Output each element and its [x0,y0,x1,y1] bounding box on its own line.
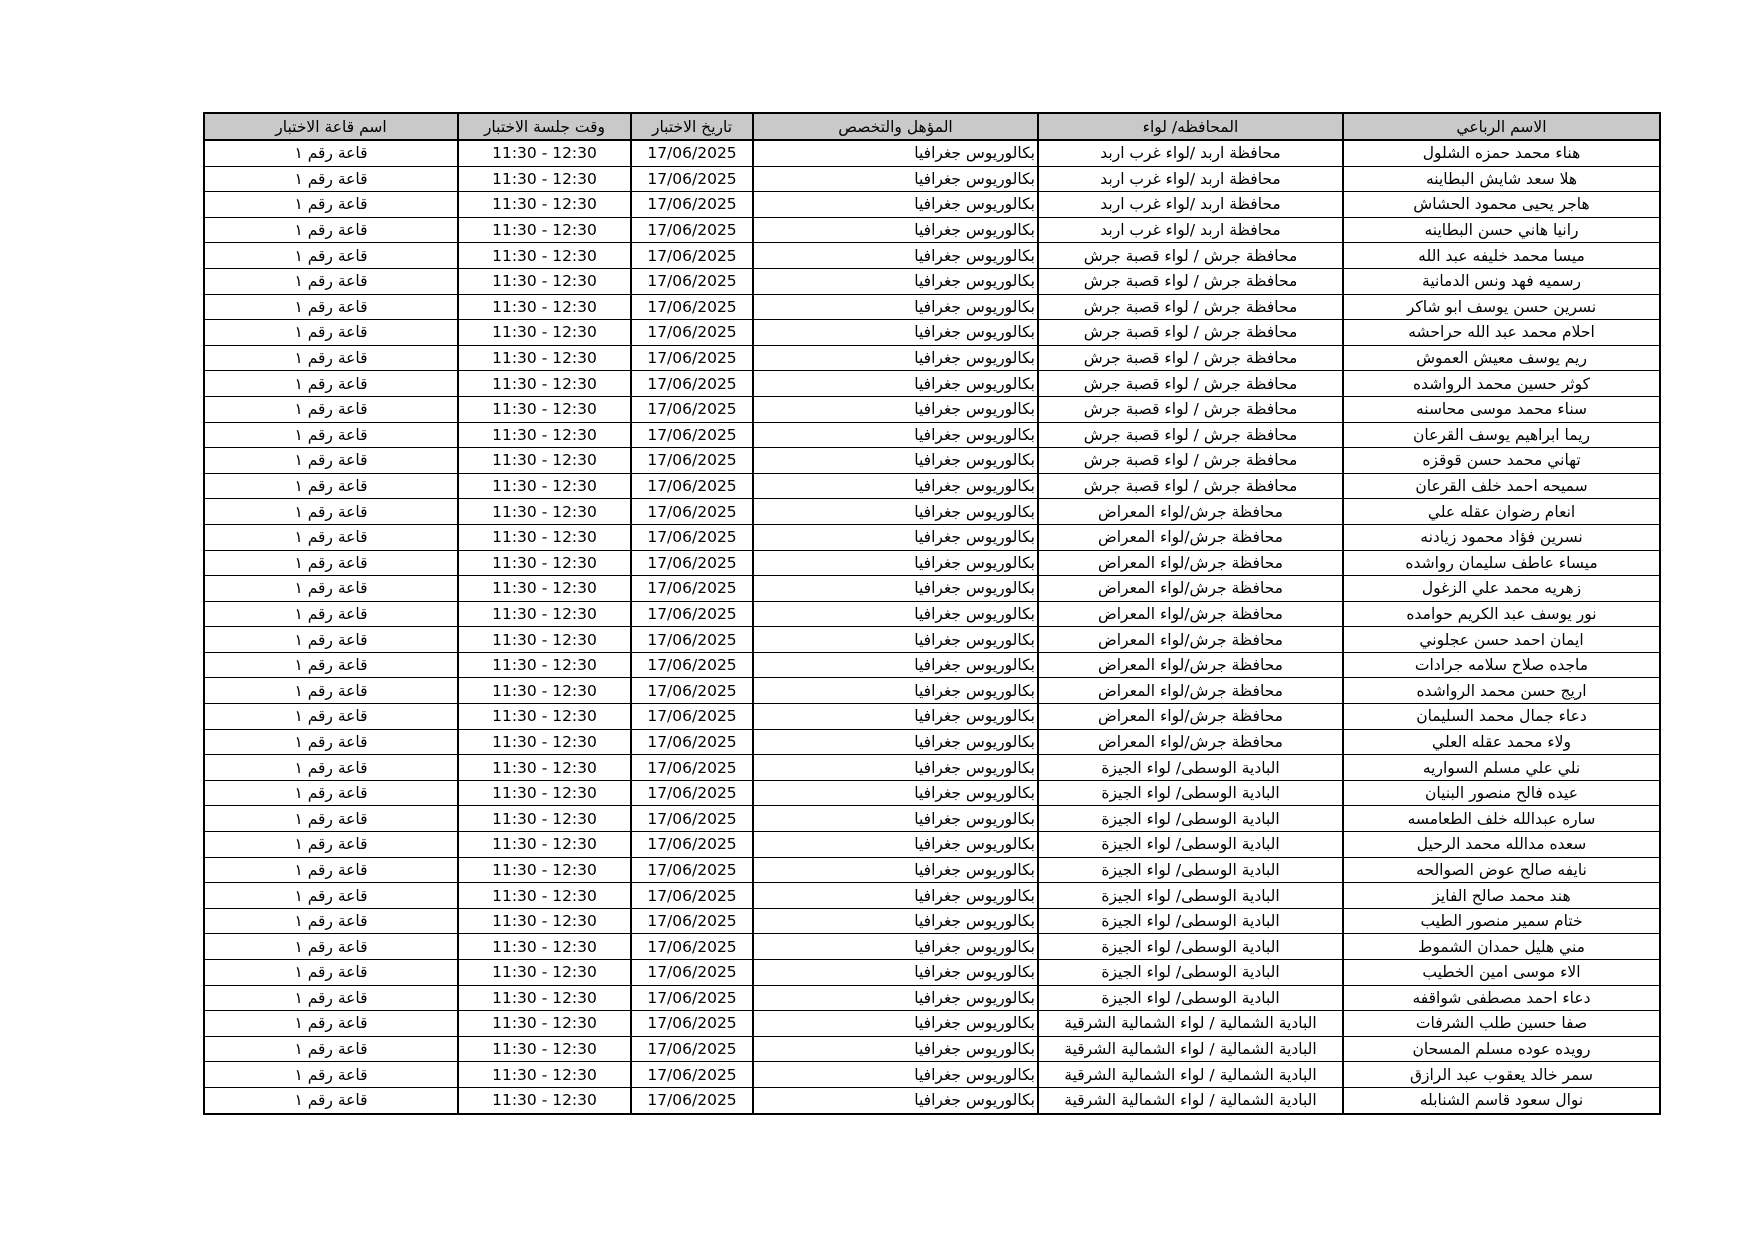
cell-time: 11:30 - 12:30 [458,1062,631,1088]
cell-hall: قاعة رقم ١ [204,320,458,346]
cell-region: البادية الشمالية / لواء الشمالية الشرقية [1038,1062,1343,1088]
cell-hall: قاعة رقم ١ [204,1036,458,1062]
cell-name: ميسا محمد خليفه عبد الله [1343,243,1660,269]
header-row [204,113,1660,140]
cell-qualification: بكالوريوس جغرافيا [753,1062,1038,1088]
cell-name: انعام رضوان عقله علي [1343,499,1660,525]
cell-time: 11:30 - 12:30 [458,755,631,781]
cell-region: محافظة جرش / لواء قصبة جرش [1038,294,1343,320]
cell-region: محافظة اربد /لواء غرب اربد [1038,140,1343,166]
cell-name: الاء موسى امين الخطيب [1343,960,1660,986]
cell-date: 17/06/2025 [631,627,753,653]
cell-time: 11:30 - 12:30 [458,1036,631,1062]
table-row [204,704,1660,730]
cell-name: هند محمد صالح الفايز [1343,883,1660,909]
cell-region: محافظة جرش/لواء المعراض [1038,524,1343,550]
cell-date: 17/06/2025 [631,1087,753,1113]
cell-qualification: بكالوريوس جغرافيا [753,294,1038,320]
cell-hall: قاعة رقم ١ [204,371,458,397]
cell-region: البادية الشمالية / لواء الشمالية الشرقية [1038,1036,1343,1062]
cell-hall: قاعة رقم ١ [204,678,458,704]
cell-hall: قاعة رقم ١ [204,294,458,320]
cell-name: سعده مدالله محمد الرحيل [1343,832,1660,858]
cell-time: 11:30 - 12:30 [458,524,631,550]
cell-date: 17/06/2025 [631,857,753,883]
cell-date: 17/06/2025 [631,985,753,1011]
cell-hall: قاعة رقم ١ [204,448,458,474]
cell-name: ماجده صلاح سلامه جرادات [1343,652,1660,678]
cell-hall: قاعة رقم ١ [204,422,458,448]
cell-qualification: بكالوريوس جغرافيا [753,499,1038,525]
cell-time: 11:30 - 12:30 [458,268,631,294]
cell-hall: قاعة رقم ١ [204,140,458,166]
cell-qualification: بكالوريوس جغرافيا [753,1036,1038,1062]
cell-date: 17/06/2025 [631,550,753,576]
header-time: وقت جلسة الاختبار [458,113,631,140]
cell-date: 17/06/2025 [631,345,753,371]
cell-hall: قاعة رقم ١ [204,704,458,730]
cell-qualification: بكالوريوس جغرافيا [753,704,1038,730]
table-row [204,601,1660,627]
cell-qualification: بكالوريوس جغرافيا [753,422,1038,448]
cell-qualification: بكالوريوس جغرافيا [753,832,1038,858]
cell-date: 17/06/2025 [631,268,753,294]
table-row [204,192,1660,218]
table-row [204,627,1660,653]
table-row [204,1087,1660,1113]
cell-qualification: بكالوريوس جغرافيا [753,857,1038,883]
cell-name: ميساء عاطف سليمان رواشده [1343,550,1660,576]
cell-region: البادية الوسطى/ لواء الجيزة [1038,985,1343,1011]
cell-qualification: بكالوريوس جغرافيا [753,652,1038,678]
cell-hall: قاعة رقم ١ [204,550,458,576]
cell-qualification: بكالوريوس جغرافيا [753,345,1038,371]
cell-region: البادية الوسطى/ لواء الجيزة [1038,780,1343,806]
cell-date: 17/06/2025 [631,473,753,499]
table-row [204,1011,1660,1037]
cell-date: 17/06/2025 [631,960,753,986]
cell-name: صفا حسين طلب الشرفات [1343,1011,1660,1037]
cell-date: 17/06/2025 [631,908,753,934]
cell-time: 11:30 - 12:30 [458,166,631,192]
table-row [204,755,1660,781]
table-row [204,806,1660,832]
cell-hall: قاعة رقم ١ [204,601,458,627]
cell-qualification: بكالوريوس جغرافيا [753,780,1038,806]
cell-time: 11:30 - 12:30 [458,140,631,166]
cell-region: البادية الوسطى/ لواء الجيزة [1038,908,1343,934]
cell-time: 11:30 - 12:30 [458,652,631,678]
table-row [204,908,1660,934]
cell-name: ايمان احمد حسن عجلوني [1343,627,1660,653]
cell-date: 17/06/2025 [631,422,753,448]
cell-qualification: بكالوريوس جغرافيا [753,960,1038,986]
table-row [204,320,1660,346]
cell-qualification: بكالوريوس جغرافيا [753,601,1038,627]
cell-region: محافظة اربد /لواء غرب اربد [1038,192,1343,218]
table-row [204,550,1660,576]
cell-hall: قاعة رقم ١ [204,396,458,422]
table-row [204,140,1660,166]
cell-time: 11:30 - 12:30 [458,448,631,474]
cell-hall: قاعة رقم ١ [204,473,458,499]
cell-time: 11:30 - 12:30 [458,371,631,397]
cell-qualification: بكالوريوس جغرافيا [753,934,1038,960]
cell-time: 11:30 - 12:30 [458,576,631,602]
cell-hall: قاعة رقم ١ [204,166,458,192]
table-row [204,294,1660,320]
cell-name: نلي علي مسلم السواريه [1343,755,1660,781]
cell-date: 17/06/2025 [631,601,753,627]
table-row [204,729,1660,755]
cell-name: سناء محمد موسى محاسنه [1343,396,1660,422]
cell-qualification: بكالوريوس جغرافيا [753,268,1038,294]
cell-hall: قاعة رقم ١ [204,499,458,525]
cell-date: 17/06/2025 [631,192,753,218]
cell-date: 17/06/2025 [631,678,753,704]
cell-qualification: بكالوريوس جغرافيا [753,524,1038,550]
cell-time: 11:30 - 12:30 [458,883,631,909]
cell-qualification: بكالوريوس جغرافيا [753,243,1038,269]
cell-hall: قاعة رقم ١ [204,627,458,653]
cell-qualification: بكالوريوس جغرافيا [753,473,1038,499]
cell-qualification: بكالوريوس جغرافيا [753,1011,1038,1037]
cell-time: 11:30 - 12:30 [458,806,631,832]
cell-time: 11:30 - 12:30 [458,499,631,525]
cell-qualification: بكالوريوس جغرافيا [753,576,1038,602]
cell-date: 17/06/2025 [631,883,753,909]
cell-date: 17/06/2025 [631,934,753,960]
cell-date: 17/06/2025 [631,1011,753,1037]
header-qualification: المؤهل والتخصص [753,113,1038,140]
table-row [204,780,1660,806]
cell-region: البادية الوسطى/ لواء الجيزة [1038,832,1343,858]
table-row [204,371,1660,397]
cell-hall: قاعة رقم ١ [204,192,458,218]
cell-hall: قاعة رقم ١ [204,960,458,986]
cell-region: البادية الوسطى/ لواء الجيزة [1038,755,1343,781]
cell-date: 17/06/2025 [631,320,753,346]
cell-name: دعاء جمال محمد السليمان [1343,704,1660,730]
cell-region: البادية الشمالية / لواء الشمالية الشرقية [1038,1011,1343,1037]
cell-date: 17/06/2025 [631,166,753,192]
cell-qualification: بكالوريوس جغرافيا [753,806,1038,832]
cell-name: احلام محمد عبد الله حراحشه [1343,320,1660,346]
cell-qualification: بكالوريوس جغرافيا [753,217,1038,243]
cell-hall: قاعة رقم ١ [204,985,458,1011]
cell-qualification: بكالوريوس جغرافيا [753,908,1038,934]
table-row [204,652,1660,678]
table-row [204,857,1660,883]
cell-region: محافظة جرش / لواء قصبة جرش [1038,396,1343,422]
cell-region: محافظة جرش/لواء المعراض [1038,627,1343,653]
cell-region: البادية الوسطى/ لواء الجيزة [1038,857,1343,883]
table-row [204,217,1660,243]
cell-time: 11:30 - 12:30 [458,1087,631,1113]
cell-hall: قاعة رقم ١ [204,883,458,909]
cell-hall: قاعة رقم ١ [204,652,458,678]
table-body [204,140,1660,1114]
cell-hall: قاعة رقم ١ [204,1062,458,1088]
cell-time: 11:30 - 12:30 [458,396,631,422]
cell-time: 11:30 - 12:30 [458,345,631,371]
table-row [204,166,1660,192]
cell-hall: قاعة رقم ١ [204,908,458,934]
cell-hall: قاعة رقم ١ [204,832,458,858]
cell-date: 17/06/2025 [631,704,753,730]
table-row [204,268,1660,294]
table-row [204,243,1660,269]
cell-qualification: بكالوريوس جغرافيا [753,448,1038,474]
cell-qualification: بكالوريوس جغرافيا [753,883,1038,909]
cell-time: 11:30 - 12:30 [458,217,631,243]
cell-qualification: بكالوريوس جغرافيا [753,371,1038,397]
table-row [204,396,1660,422]
cell-region: محافظة جرش/لواء المعراض [1038,678,1343,704]
cell-name: ريم يوسف معيش العموش [1343,345,1660,371]
cell-qualification: بكالوريوس جغرافيا [753,985,1038,1011]
cell-name: نوال سعود قاسم الشنابله [1343,1087,1660,1113]
table-row [204,448,1660,474]
cell-name: نسرين حسن يوسف ابو شاكر [1343,294,1660,320]
cell-name: رويده عوده مسلم المسحان [1343,1036,1660,1062]
cell-date: 17/06/2025 [631,1062,753,1088]
cell-region: البادية الوسطى/ لواء الجيزة [1038,883,1343,909]
cell-region: البادية الشمالية / لواء الشمالية الشرقية [1038,1087,1343,1113]
cell-date: 17/06/2025 [631,780,753,806]
cell-hall: قاعة رقم ١ [204,934,458,960]
cell-region: محافظة اربد /لواء غرب اربد [1038,217,1343,243]
cell-time: 11:30 - 12:30 [458,320,631,346]
cell-region: محافظة جرش / لواء قصبة جرش [1038,473,1343,499]
cell-qualification: بكالوريوس جغرافيا [753,140,1038,166]
cell-qualification: بكالوريوس جغرافيا [753,678,1038,704]
cell-date: 17/06/2025 [631,806,753,832]
cell-date: 17/06/2025 [631,652,753,678]
cell-name: ريما ابراهيم يوسف القرعان [1343,422,1660,448]
table-row [204,832,1660,858]
cell-name: كوثر حسين محمد الرواشده [1343,371,1660,397]
cell-region: محافظة جرش/لواء المعراض [1038,601,1343,627]
cell-hall: قاعة رقم ١ [204,857,458,883]
table-row [204,499,1660,525]
table-row [204,422,1660,448]
cell-date: 17/06/2025 [631,371,753,397]
cell-region: محافظة جرش / لواء قصبة جرش [1038,243,1343,269]
cell-name: عيده فالح منصور البنيان [1343,780,1660,806]
cell-hall: قاعة رقم ١ [204,806,458,832]
cell-qualification: بكالوريوس جغرافيا [753,627,1038,653]
table-row [204,345,1660,371]
exam-schedule-table [203,112,1661,1115]
cell-time: 11:30 - 12:30 [458,627,631,653]
cell-time: 11:30 - 12:30 [458,985,631,1011]
cell-time: 11:30 - 12:30 [458,729,631,755]
cell-name: هناء محمد حمزه الشلول [1343,140,1660,166]
cell-date: 17/06/2025 [631,1036,753,1062]
cell-region: محافظة جرش / لواء قصبة جرش [1038,320,1343,346]
cell-qualification: بكالوريوس جغرافيا [753,192,1038,218]
cell-region: محافظة جرش / لواء قصبة جرش [1038,345,1343,371]
cell-hall: قاعة رقم ١ [204,1011,458,1037]
cell-time: 11:30 - 12:30 [458,678,631,704]
cell-name: نايفه صالح عوض الصوالحه [1343,857,1660,883]
cell-date: 17/06/2025 [631,448,753,474]
cell-qualification: بكالوريوس جغرافيا [753,166,1038,192]
cell-region: البادية الوسطى/ لواء الجيزة [1038,960,1343,986]
cell-name: اريج حسن محمد الرواشده [1343,678,1660,704]
cell-region: محافظة جرش / لواء قصبة جرش [1038,268,1343,294]
cell-region: محافظة جرش/لواء المعراض [1038,576,1343,602]
cell-hall: قاعة رقم ١ [204,524,458,550]
cell-name: سميحه احمد خلف القرعان [1343,473,1660,499]
cell-region: محافظة جرش/لواء المعراض [1038,652,1343,678]
cell-name: هاجر يحيى محمود الحشاش [1343,192,1660,218]
cell-name: سمر خالد يعقوب عبد الرازق [1343,1062,1660,1088]
table-row [204,576,1660,602]
cell-qualification: بكالوريوس جغرافيا [753,550,1038,576]
cell-qualification: بكالوريوس جغرافيا [753,396,1038,422]
cell-name: هلا سعد شايش البطاينه [1343,166,1660,192]
cell-date: 17/06/2025 [631,140,753,166]
table-header [204,113,1660,140]
cell-hall: قاعة رقم ١ [204,345,458,371]
cell-time: 11:30 - 12:30 [458,601,631,627]
cell-region: محافظة جرش/لواء المعراض [1038,729,1343,755]
cell-name: مني هليل حمدان الشموط [1343,934,1660,960]
cell-hall: قاعة رقم ١ [204,755,458,781]
cell-name: دعاء احمد مصطفى شواقفه [1343,985,1660,1011]
cell-name: نسرين فؤاد محمود زيادنه [1343,524,1660,550]
cell-time: 11:30 - 12:30 [458,550,631,576]
table-row [204,960,1660,986]
cell-time: 11:30 - 12:30 [458,780,631,806]
cell-qualification: بكالوريوس جغرافيا [753,320,1038,346]
table-row [204,934,1660,960]
cell-hall: قاعة رقم ١ [204,243,458,269]
cell-time: 11:30 - 12:30 [458,192,631,218]
cell-name: نور يوسف عبد الكريم حوامده [1343,601,1660,627]
cell-hall: قاعة رقم ١ [204,268,458,294]
cell-time: 11:30 - 12:30 [458,832,631,858]
cell-region: محافظة جرش / لواء قصبة جرش [1038,422,1343,448]
cell-hall: قاعة رقم ١ [204,729,458,755]
table-row [204,678,1660,704]
table-row [204,524,1660,550]
header-name: الاسم الرباعي [1343,113,1660,140]
cell-time: 11:30 - 12:30 [458,934,631,960]
cell-qualification: بكالوريوس جغرافيا [753,1087,1038,1113]
cell-name: رسميه فهد ونس الدمانية [1343,268,1660,294]
cell-qualification: بكالوريوس جغرافيا [753,729,1038,755]
cell-date: 17/06/2025 [631,217,753,243]
cell-name: ساره عبدالله خلف الطعامسه [1343,806,1660,832]
cell-time: 11:30 - 12:30 [458,1011,631,1037]
cell-region: البادية الوسطى/ لواء الجيزة [1038,806,1343,832]
header-date: تاريخ الاختبار [631,113,753,140]
header-hall: اسم قاعة الاختبار [204,113,458,140]
cell-region: محافظة جرش / لواء قصبة جرش [1038,371,1343,397]
cell-qualification: بكالوريوس جغرافيا [753,755,1038,781]
cell-date: 17/06/2025 [631,243,753,269]
table-row [204,1036,1660,1062]
header-region: المحافظه/ لواء [1038,113,1343,140]
cell-time: 11:30 - 12:30 [458,294,631,320]
cell-region: محافظة اربد /لواء غرب اربد [1038,166,1343,192]
cell-date: 17/06/2025 [631,729,753,755]
cell-region: محافظة جرش/لواء المعراض [1038,704,1343,730]
cell-name: رانيا هاني حسن البطاينه [1343,217,1660,243]
table-row [204,985,1660,1011]
cell-name: ولاء محمد عقله العلي [1343,729,1660,755]
cell-time: 11:30 - 12:30 [458,473,631,499]
cell-date: 17/06/2025 [631,499,753,525]
cell-time: 11:30 - 12:30 [458,960,631,986]
cell-date: 17/06/2025 [631,294,753,320]
cell-date: 17/06/2025 [631,576,753,602]
cell-time: 11:30 - 12:30 [458,422,631,448]
table-row [204,883,1660,909]
cell-time: 11:30 - 12:30 [458,243,631,269]
cell-hall: قاعة رقم ١ [204,780,458,806]
table-row [204,1062,1660,1088]
cell-time: 11:30 - 12:30 [458,908,631,934]
cell-hall: قاعة رقم ١ [204,576,458,602]
cell-hall: قاعة رقم ١ [204,1087,458,1113]
cell-name: زهريه محمد علي الزغول [1343,576,1660,602]
cell-date: 17/06/2025 [631,524,753,550]
cell-date: 17/06/2025 [631,755,753,781]
table-row [204,473,1660,499]
cell-region: محافظة جرش/لواء المعراض [1038,550,1343,576]
cell-region: محافظة جرش / لواء قصبة جرش [1038,448,1343,474]
cell-date: 17/06/2025 [631,396,753,422]
cell-region: البادية الوسطى/ لواء الجيزة [1038,934,1343,960]
cell-date: 17/06/2025 [631,832,753,858]
cell-hall: قاعة رقم ١ [204,217,458,243]
cell-region: محافظة جرش/لواء المعراض [1038,499,1343,525]
cell-time: 11:30 - 12:30 [458,857,631,883]
cell-time: 11:30 - 12:30 [458,704,631,730]
cell-name: ختام سمير منصور الطيب [1343,908,1660,934]
cell-name: تهاني محمد حسن قوقزه [1343,448,1660,474]
